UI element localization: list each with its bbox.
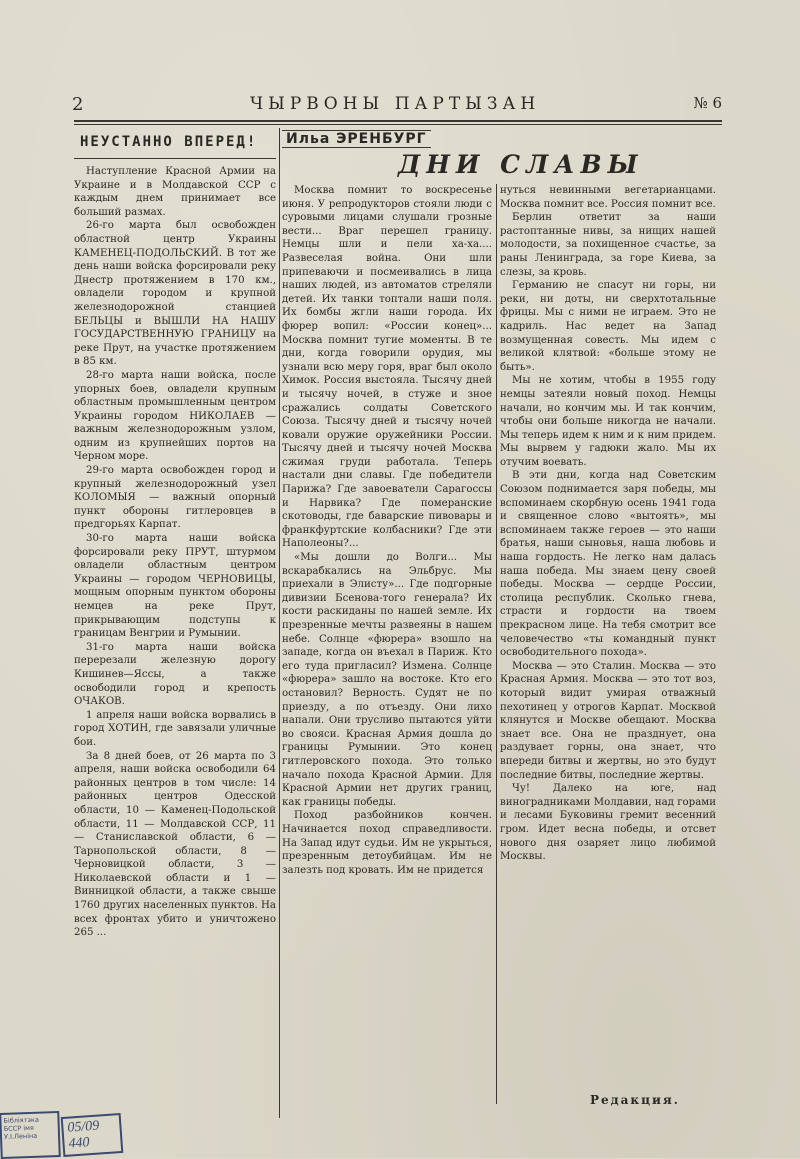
paragraph: нуться невинными вегетарианцами. Москва помнит все. Россия помнит все. — [500, 185, 716, 210]
paragraph: За 8 дней боев, от 26 марта по 3 апреля, наши войска освободили 64 районных центров в том числе: 14 районных центров Одесской области, 10 — Каменец-Подольской области, 11 — Молдавской ССР, 11 — Станиславской области, 6 — Тарнопольской области, 8 — Черновицкой области, 3 — Николаевской области и 1 — Винницкой области, а также свыше 1760 других населенных пунктов. На всех фронтах убито и уничтожено 265 ... — [74, 750, 276, 939]
paragraph: Поход разбойников кончен. Начинается поход справедливости. На Запад идут судьи. Им не укрыться, презренным детоубийцам. Им не залезть под кровать. Им не придется — [282, 810, 492, 876]
left-article-title: НЕУСТАННО ВПЕРЕД! — [80, 134, 258, 150]
header-rule-thin — [74, 124, 722, 125]
newspaper-name: ЧЫРВОНЫ ПАРТЫЗАН — [250, 94, 541, 114]
paragraph: В эти дни, когда над Советским Союзом поднимается заря победы, мы вспоминаем скорбную осень 1941 года и священное слово «вытоять», мы вспоминаем также героев — это наши братья, наши сыновья, наша любовь и наша гордость. Не легко нам далась наша победа. Мы знаем цену своей победы. Москва — сердце России, столица республик. Сколько гнева, страсти и гордости на твоем прекрасном лице. На тебя смотрит все человечество «ты командный пункт освободительного похода». — [500, 470, 716, 659]
paragraph: Мы не хотим, чтобы в 1955 году немцы затеяли новый поход. Немцы начали, но кончим мы. И так кончим, чтобы они больше никогда не начали. Мы теперь идем к ним и к ним придем. Мы вырвем у гадюки жало. Мы их отучим воевать. — [500, 375, 716, 468]
paragraph: 31-го марта наши войска перерезали железную дорогу Кишинев—Яссы, а также освободили город и крепость ОЧАКОВ. — [74, 641, 276, 708]
header-rule — [74, 120, 722, 122]
paragraph: 28-го марта наши войска, после упорных боев, овладели крупным областным промышленным центром Украины городом НИКОЛАЕВ — важным железнодорожным узлом, одним из крупнейших портов на Черном море. — [74, 369, 276, 463]
archive-number-stamp: 05/09 440 — [61, 1113, 124, 1157]
column-divider — [496, 184, 497, 1104]
article-title: ДНИ СЛАВЫ — [398, 150, 644, 179]
main-article-column-2 — [500, 184, 716, 1104]
page-number: 2 — [72, 94, 84, 115]
left-article — [74, 128, 276, 1128]
paragraph: 1 апреля наши войска ворвались в город ХОТИН, где завязали уличные бои. — [74, 709, 276, 748]
paragraph: 30-го марта наши войска форсировали реку ПРУТ, штурмом овладели областным центром Украины — городом ЧЕРНОВИЦЫ, мощным опорным пунктом обороны немцев на реке Прут, прикрывающим подступы к границам Венгрии и Румынии. — [74, 533, 276, 640]
editorial-signoff: Редакция. — [590, 1093, 680, 1107]
paragraph: Германию не спасут ни горы, ни реки, ни доты, ни сверхтотальные фрицы. Мы с ними не играем. Это не кадриль. Нас ведет на Запад возмущенная совесть. Мы идем с великой клятвой: «больше этому не быть». — [500, 280, 716, 373]
paragraph: 26-го марта был освобожден областной центр Украины КАМЕНЕЦ-ПОДОЛЬСКИЙ. В тот же день наши войска форсировали реку Днестр протяжением в 170 км., овладели городом и крупной железнодорожной станцией БЕЛЬЦЫ и ВЫШЛИ НА НАШУ ГОСУДАРСТВЕННУЮ ГРАНИЦУ на реке Прут, на участке протяжением в 85 км. — [74, 220, 276, 368]
title-rule — [74, 158, 276, 159]
page-header — [72, 92, 722, 122]
paragraph: Чу! Далеко на юге, над виноградниками Молдавии, над горами и лесами Буковины гремит весенний гром. Идет весна победы, и отсвет нового дня озаряет лицо любимой Москвы. — [500, 783, 716, 863]
paragraph: Берлин ответит за наши растоптанные нивы, за нищих нашей молодости, за похищенное счастье, за раны Ленинграда, за горе Киева, за слезы, за кровь. — [500, 212, 716, 278]
left-article-body — [74, 165, 276, 940]
column-divider — [279, 128, 280, 1118]
paragraph: Москва помнит то воскресенье июня. У репродукторов стояли люди с суровыми лицами слушали грозные вести... Враг перешел границу. Немцы шли и пели ха-ха.... Развеселая война. Они шли припеваючи и посмеивались в лица наших людей, из автоматов стреляли детей. Их танки топтали наши поля. Их бомбы жгли наши города. Их фюрер вопил: «России конец»... Москва помнит тугие моменты. В те дни, когда говорили орудия, мы узнали всю меру горя, враг был около Химок. Россия выстояла. Тысячу дней и тысячу ночей, в стуже и зное сражались солдаты Советского Союза. Тысячу дней и тысячу ночей ковали оружие оружейники России. Тысячу дней и тысячу ночей Москва сжимая груди работала. Теперь настали дни славы. Где победители Парижа? Где завоеватели Сарагоссы и Нарвика? Где померанские скотоводы, где баварские пивовары и франкфуртские колбасники? Где эти Наполеоны?... — [282, 185, 492, 550]
main-article-column-1 — [282, 184, 492, 1114]
issue-number: № 6 — [693, 94, 722, 112]
library-stamp: Бібліятэка БССР імя У.І.Леніна — [0, 1111, 61, 1159]
author-byline: Ильа ЭРЕНБУРГ — [282, 130, 431, 148]
paragraph: Москва — это Сталин. Москва — это Красная Армия. Москва — это тот воз, который видит умирая отважный пехотинец у отрогов Карпат. Москвой клянутся и Москве обещают. Москва знает все. Она не празднует, она раздувает горны, она знает, что впереди битвы и жертвы, но это будут последние битвы, последние жертвы. — [500, 660, 716, 781]
paragraph: Наступление Красной Армии на Украине и в Молдавской ССР с каждым днем принимает все больший размах. — [74, 166, 276, 218]
paragraph: 29-го марта освобожден город и крупный железнодорожный узел КОЛОМЫЯ — важный опорный пункт обороны гитлеровцев в предгорьях Карпат. — [74, 465, 276, 531]
paragraph: «Мы дошли до Волги... Мы вскарабкались на Эльбрус. Мы приехали в Элисту»... Где подгорные дивизии Бсенова-того генерала? Их кости раскиданы по нашей земле. Их презренные мечты развеяны в нашем небе. Солнце «фюрера» взошло на западе, когда он въехал в Париж. Кто его туда пригласил? Измена. Солнце «фюрера» зашло на востоке. Кто его остановил? Верность. Судят не по приезду, а по отъезду. Они лихо напали. Они трусливо пытаются уйти во свояси. Красная Армия дошла до границы Румынии. Это конец гитлеровского похода. Это только начало похода Красной Армии. Для Красной Армии нет других границ, как границы победы. — [282, 552, 492, 808]
